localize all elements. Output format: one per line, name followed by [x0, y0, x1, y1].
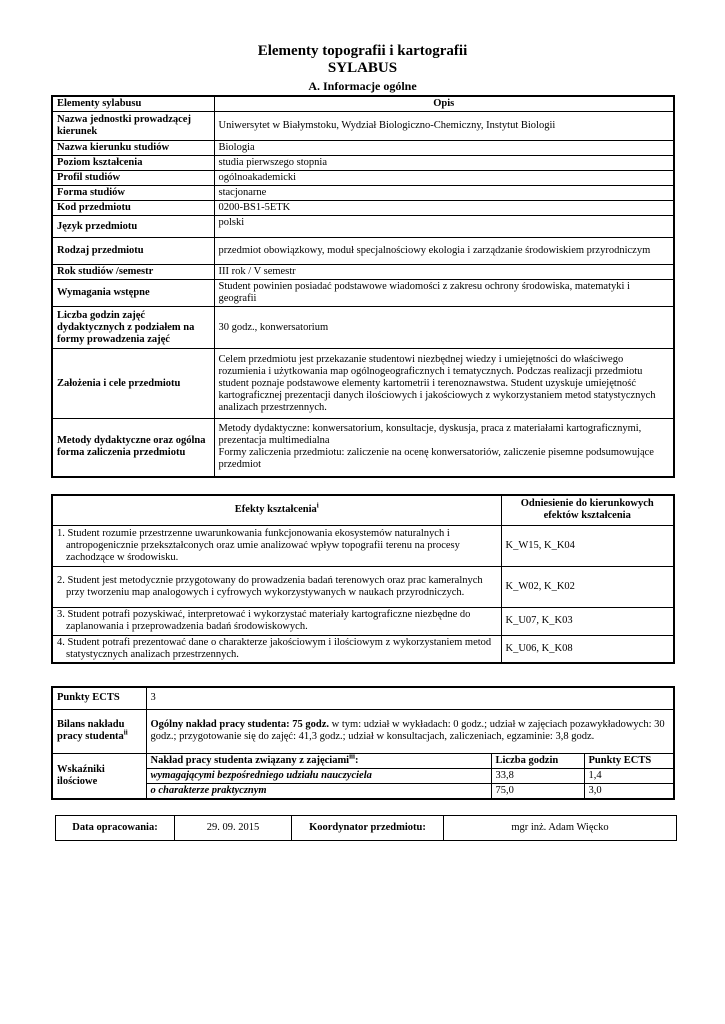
table-row	[52, 525, 674, 566]
outcome-reference: K_U06, K_K08	[501, 635, 674, 663]
coordinator-value: mgr inż. Adam Więcko	[444, 816, 677, 841]
row-label: Założenia i cele przedmiotu	[52, 349, 214, 419]
ects-points-value: 3	[146, 687, 674, 709]
section-heading: A. Informacje ogólne	[308, 79, 417, 93]
table-row	[52, 216, 674, 238]
row-value: stacjonarne	[214, 186, 674, 201]
document-subtitle: SYLABUS	[327, 60, 398, 76]
row-value: Biologia	[214, 141, 674, 156]
indicator-label: wymagającymi bezpośredniego udziału nauczyciela	[146, 768, 491, 783]
assessment-text: Formy zaliczenia przedmiotu: zaliczenie na ocenę konwersatoriów, zaliczenie pisemne podsumowujące przedmiot	[218, 447, 654, 471]
row-value: 30 godz., konwersatorium	[214, 307, 674, 349]
table-row	[52, 307, 674, 349]
row-value: Celem przedmiotu jest przekazanie studentowi niezbędnej wiedzy i umiejętności do właściwego rozumienia i użytkowania map ogólnogeograficznych i tematycznych. Podczas realizacji przedmiotu student poznaje podstawowe elementy kartometrii i terenoznawstwa. Student uzyskuje umiejętność kartograficznej prezentacji danych ilościowych i jakościowych z wykorzystaniem metod statystycznych analizach przestrzennych.	[214, 349, 674, 419]
column-header: Elementy sylabusu	[52, 96, 214, 112]
column-header: Punkty ECTS	[584, 753, 674, 768]
learning-outcomes-table	[51, 494, 675, 664]
footnote-marker: iii	[349, 752, 355, 760]
table-row	[52, 280, 674, 307]
row-label: Liczba godzin zajęć dydaktycznych z podziałem na formy prowadzenia zajęć	[52, 307, 214, 349]
outcome-text: 4. Student potrafi prezentować dane o charakterze jakościowym i ilościowym z wykorzystaniem metod statystycznych analizach przestrzennych.	[52, 635, 501, 663]
row-value	[214, 419, 674, 477]
row-value: Uniwersytet w Białymstoku, Wydział Biologiczno-Chemiczny, Instytut Biologii	[214, 112, 674, 141]
table-row	[52, 635, 674, 663]
table-row	[52, 265, 674, 280]
outcome-text: 2. Student jest metodycznie przygotowany do prowadzenia badań terenowych oraz prac kameralnych przy tworzeniu map analogowych i cyfrowych wykorzystywanych w naukach przyrodniczych.	[52, 566, 501, 607]
table-header-row	[52, 96, 674, 112]
table-row	[52, 186, 674, 201]
indicator-header-text: Nakład pracy studenta związany z zajęciami	[150, 754, 350, 766]
column-header: Liczba godzin	[491, 753, 584, 768]
outcome-text: 1. Student rozumie przestrzenne uwarunkowania funkcjonowania ekosystemów naturalnych i antropogenicznie przekształconych oraz umie analizować wpływ topografii terenu na procesy zachodzące w środowisku.	[52, 525, 501, 566]
table-row	[52, 171, 674, 186]
table-row	[52, 141, 674, 156]
row-label: Rodzaj przedmiotu	[52, 238, 214, 265]
row-value: polski	[214, 216, 674, 238]
table-header-row	[52, 495, 674, 525]
row-label: Nazwa kierunku studiów	[52, 141, 214, 156]
indicator-label: o charakterze praktycznym	[146, 783, 491, 799]
footnote-marker: i	[316, 501, 319, 510]
row-label: Język przedmiotu	[52, 216, 214, 238]
ects-points-label: Punkty ECTS	[52, 687, 146, 709]
table-row	[52, 419, 674, 477]
table-row	[56, 816, 677, 841]
workload-value	[146, 709, 674, 753]
column-header	[52, 495, 501, 525]
methods-text: Metody dydaktyczne: konwersatorium, konsultacje, dyskusja, praca z materiałami kartograficznymi, prezentacja multimedialna	[218, 423, 642, 447]
row-value: Student powinien posiadać podstawowe wiadomości z zakresu ochrony środowiska, matematyki i geografii	[214, 280, 674, 307]
footnote-marker: ii	[123, 728, 128, 737]
row-value: III rok / V semestr	[214, 265, 674, 280]
row-value: studia pierwszego stopnia	[214, 156, 674, 171]
header-text: Efekty kształcenia	[234, 504, 317, 516]
date-value: 29. 09. 2015	[175, 816, 292, 841]
row-label: Metody dydaktyczne oraz ogólna forma zaliczenia przedmiotu	[52, 419, 214, 477]
ects-table	[51, 686, 675, 800]
outcome-reference: K_W02, K_K02	[501, 566, 674, 607]
row-label: Rok studiów /semestr	[52, 265, 214, 280]
table-row	[52, 687, 674, 709]
header-suffix: :	[354, 754, 359, 766]
table-row	[52, 709, 674, 753]
row-label: Profil studiów	[52, 171, 214, 186]
table-row	[52, 201, 674, 216]
document-title: Elementy topografii i kartografii	[257, 43, 468, 59]
footer-table	[55, 815, 677, 841]
outcome-text: 3. Student potrafi pozyskiwać, interpretować i wykorzystać materiały kartograficzne niezbędne do zaplanowania i przeprowadzenia badań środowiskowych.	[52, 607, 501, 635]
table-row	[52, 112, 674, 141]
row-value: 0200-BS1-5ETK	[214, 201, 674, 216]
workload-breakdown: w tym: udział w wykładach: 0 godz.; udział w zajęciach pozawykładowych: 30 godz.; przygotowanie się do zajęć: 41,3 godz.; udział w konsultacjach, zaliczeniach, egzaminie: 3,8 godz.	[150, 719, 665, 742]
general-info-table	[51, 95, 675, 478]
indicator-ects: 3,0	[584, 783, 674, 799]
table-row	[52, 156, 674, 171]
outcome-reference: K_W15, K_K04	[501, 525, 674, 566]
indicator-hours: 33,8	[491, 768, 584, 783]
date-label: Data opracowania:	[56, 816, 175, 841]
table-row	[52, 349, 674, 419]
workload-total: Ogólny nakład pracy studenta: 75 godz.	[150, 719, 330, 730]
indicator-hours: 75,0	[491, 783, 584, 799]
row-value: ogólnoakademicki	[214, 171, 674, 186]
outcome-reference: K_U07, K_K03	[501, 607, 674, 635]
row-label: Poziom kształcenia	[52, 156, 214, 171]
indicators-label: Wskaźniki ilościowe	[52, 753, 146, 799]
column-header: Odniesienie do kierunkowych efektów kształcenia	[501, 495, 674, 525]
workload-label	[52, 709, 146, 753]
table-row	[52, 566, 674, 607]
table-row	[52, 783, 674, 799]
row-value: przedmiot obowiązkowy, moduł specjalnościowy ekologia i zarządzanie środowiskiem przyrodniczym	[214, 238, 674, 265]
row-label: Wymagania wstępne	[52, 280, 214, 307]
row-label: Forma studiów	[52, 186, 214, 201]
table-row	[52, 753, 674, 768]
indicator-ects: 1,4	[584, 768, 674, 783]
column-header: Opis	[214, 96, 674, 112]
row-label: Nazwa jednostki prowadzącej kierunek	[52, 112, 214, 141]
workload-label-text: Bilans nakładu pracy studenta	[57, 719, 125, 742]
column-header	[146, 753, 491, 768]
table-row	[52, 607, 674, 635]
coordinator-label: Koordynator przedmiotu:	[292, 816, 444, 841]
row-label: Kod przedmiotu	[52, 201, 214, 216]
table-row	[52, 768, 674, 783]
table-row	[52, 238, 674, 265]
